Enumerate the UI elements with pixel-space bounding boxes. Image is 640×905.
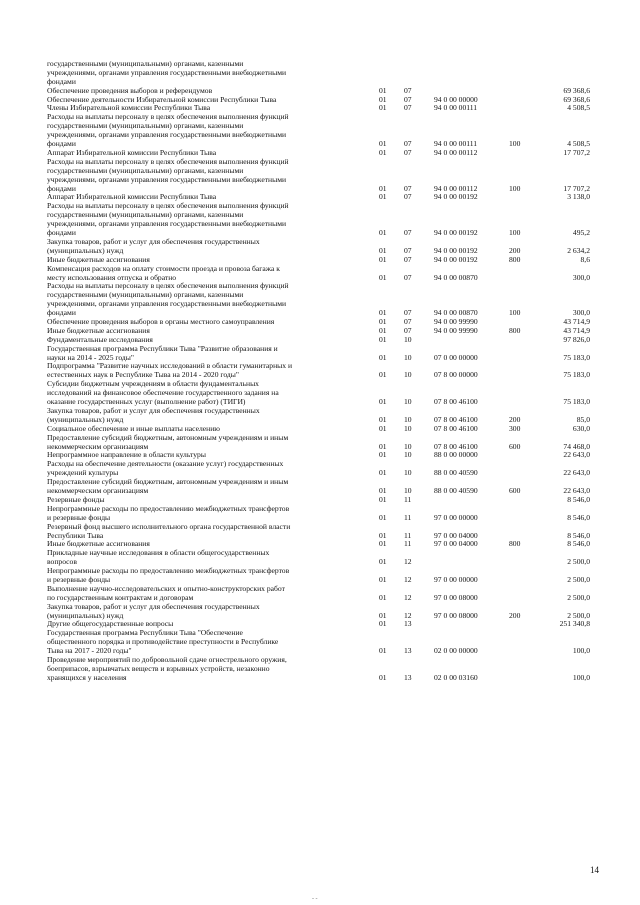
amount-value: 8 546,0 (567, 512, 590, 522)
section-code: 01 (379, 450, 387, 460)
budget-table (0, 60, 640, 683)
description-line: государственными (муниципальными) органами, казенными (47, 121, 244, 131)
section-code: 01 (379, 334, 387, 344)
subsection-code: 10 (404, 352, 412, 362)
description-line: Расходы на обеспечение деятельности (оказание услуг) государственных (47, 459, 284, 469)
section-code: 01 (379, 183, 387, 193)
subsection-code: 07 (404, 317, 412, 326)
table-row (0, 362, 640, 380)
section-code: 01 (379, 423, 387, 433)
subsection-code: 07 (404, 147, 412, 157)
description-line: (муниципальных) нужд (47, 245, 124, 255)
description-line: Расходы на выплаты персоналу в целях обеспечения выполнения функций (47, 281, 289, 291)
section-code: 01 (379, 672, 387, 682)
section-code: 01 (379, 254, 387, 264)
description-line: Обеспечение деятельности Избирательной комиссии Республики Тыва (47, 94, 277, 104)
expense-type-code: 100 (509, 308, 521, 318)
amount-value: 2 634,2 (567, 245, 590, 255)
expense-type-code: 200 (509, 610, 521, 620)
amount-value: 495,2 (572, 228, 590, 238)
subsection-code: 12 (404, 557, 412, 567)
expense-type-code: 600 (509, 441, 521, 451)
description-line: Обеспечение проведения выборов и референдумов (47, 85, 213, 95)
amount-value: 251 340,8 (559, 619, 590, 629)
subsection-code: 13 (404, 646, 412, 656)
amount-value: 43 714,9 (563, 325, 590, 335)
table-row (0, 603, 640, 621)
description-line: некоммерческим организациям (47, 486, 149, 496)
description-line: государственными (муниципальными) органами, казенными (47, 59, 244, 68)
target-article-code: 97 0 00 08000 (434, 592, 478, 602)
subsection-code: 10 (404, 414, 412, 424)
description-line: некоммерческим организациям (47, 441, 149, 451)
subsection-code: 07 (404, 228, 412, 238)
section-code: 01 (379, 308, 387, 318)
table-row (0, 656, 640, 683)
row-description (47, 282, 369, 318)
description-line: государственными (муниципальными) органами, казенными (47, 290, 244, 300)
section-code: 01 (379, 557, 387, 567)
description-line: Тыва на 2017 - 2020 годы" (47, 646, 132, 656)
subsection-code: 12 (404, 574, 412, 584)
description-line: Обеспечение проведения выборов в органы местного самоуправления (47, 317, 275, 326)
section-code: 01 (379, 325, 387, 335)
description-line: Выполнение научно-исследовательских и опытно-конструкторских работ (47, 583, 285, 593)
description-line: Прикладные научные исследования в области общегосударственных (47, 548, 270, 558)
target-article-code: 94 0 00 00111 (434, 103, 478, 113)
table-row (0, 434, 640, 452)
amount-value: 22 643,0 (563, 450, 590, 460)
amount-value: 100,0 (572, 646, 590, 656)
row-description (47, 60, 369, 87)
section-code: 01 (379, 619, 387, 629)
section-code: 01 (379, 486, 387, 496)
table-row (0, 158, 640, 194)
subsection-code: 07 (404, 254, 412, 264)
description-line: Предоставление субсидий бюджетным, автономным учреждениям и иным (47, 477, 289, 487)
amount-value: 3 138,0 (567, 192, 590, 202)
section-code: 01 (379, 574, 387, 584)
amount-value: 2 500,0 (567, 574, 590, 584)
description-line: Фундаментальные исследования (47, 334, 153, 344)
table-row (0, 478, 640, 496)
description-line: (муниципальных) нужд (47, 610, 124, 620)
amount-value: 69 368,6 (563, 85, 590, 95)
section-code: 01 (379, 147, 387, 157)
target-article-code: 97 0 00 04000 (434, 530, 478, 540)
description-line: Закупка товаров, работ и услуг для обеспечения государственных (47, 405, 260, 415)
amount-value: 300,0 (572, 308, 590, 318)
amount-value: 74 468,0 (563, 441, 590, 451)
subsection-code: 07 (404, 103, 412, 113)
section-code: 01 (379, 85, 387, 95)
amount-value: 100,0 (572, 672, 590, 682)
description-line: Компенсация расходов на оплату стоимости проезда и провоза багажа к (47, 263, 280, 273)
description-line: фондами (47, 228, 76, 238)
section-code: 01 (379, 414, 387, 424)
expense-type-code: 300 (509, 423, 521, 433)
footer-mark: - - (312, 896, 318, 902)
section-code: 01 (379, 592, 387, 602)
description-line: общественного порядка и противодействие преступности в Республике (47, 637, 279, 647)
subsection-code: 10 (404, 486, 412, 496)
description-line: науки на 2014 - 2025 годы" (47, 352, 134, 362)
section-code: 01 (379, 494, 387, 504)
amount-value: 75 183,0 (563, 397, 590, 407)
target-article-code: 88 0 00 40590 (434, 468, 478, 478)
table-row (0, 505, 640, 523)
target-article-code: 94 0 00 00000 (434, 94, 478, 104)
description-line: учреждений культуры (47, 468, 119, 478)
target-article-code: 94 0 00 00192 (434, 228, 478, 238)
target-article-code: 07 8 00 46100 (434, 397, 478, 407)
target-article-code: 94 0 00 00870 (434, 308, 478, 318)
amount-value: 2 500,0 (567, 557, 590, 567)
target-article-code: 94 0 00 00192 (434, 192, 478, 202)
amount-value: 630,0 (572, 423, 590, 433)
amount-value: 22 643,0 (563, 468, 590, 478)
description-line: и резервные фонды (47, 512, 111, 522)
description-line: Проведение мероприятий по добровольной сдаче огнестрельного оружия, (47, 655, 287, 665)
row-description (47, 567, 369, 585)
subsection-code: 07 (404, 139, 412, 149)
row-description (47, 603, 369, 621)
row-description (47, 585, 369, 603)
section-code: 01 (379, 139, 387, 149)
section-code: 01 (379, 228, 387, 238)
target-article-code: 94 0 00 00112 (434, 183, 478, 193)
amount-value: 4 508,5 (567, 103, 590, 113)
subsection-code: 12 (404, 610, 412, 620)
section-code: 01 (379, 370, 387, 380)
subsection-code: 07 (404, 85, 412, 95)
target-article-code: 97 0 00 00000 (434, 574, 478, 584)
description-line: оказание государственных услуг (выполнение работ) (ТИГИ) (47, 397, 246, 407)
row-description (47, 158, 369, 194)
target-article-code: 07 8 00 00000 (434, 370, 478, 380)
section-code: 01 (379, 610, 387, 620)
amount-value: 8 546,0 (567, 539, 590, 549)
description-line: (муниципальных) нужд (47, 414, 124, 424)
row-description (47, 656, 369, 683)
table-row (0, 567, 640, 585)
target-article-code: 07 0 00 00000 (434, 352, 478, 362)
description-line: Члены Избирательной комиссии Республики Тыва (47, 103, 211, 113)
amount-value: 85,0 (576, 414, 590, 424)
description-line: Государственная программа Республики Тыва "Обеспечение (47, 628, 243, 638)
subsection-code: 12 (404, 592, 412, 602)
amount-value: 2 500,0 (567, 610, 590, 620)
description-line: Республики Тыва (47, 530, 104, 540)
section-code: 01 (379, 646, 387, 656)
expense-type-code: 200 (509, 414, 521, 424)
description-line: Подпрограмма "Развитие научных исследований в области гуманитарных и (47, 361, 293, 371)
row-description (47, 113, 369, 149)
subsection-code: 07 (404, 325, 412, 335)
section-code: 01 (379, 441, 387, 451)
description-line: Непрограммное направление в области культуры (47, 450, 206, 460)
description-line: месту использования отпуска и обратно (47, 272, 177, 282)
section-code: 01 (379, 539, 387, 549)
description-line: Государственная программа Республики Тыва "Развитие образования и (47, 343, 278, 353)
section-code: 01 (379, 530, 387, 540)
section-code: 01 (379, 352, 387, 362)
section-code: 01 (379, 192, 387, 202)
target-article-code: 07 8 00 46100 (434, 423, 478, 433)
row-description (47, 238, 369, 256)
table-row (0, 629, 640, 656)
amount-value: 4 508,5 (567, 139, 590, 149)
description-line: Расходы на выплаты персоналу в целях обеспечения выполнения функций (47, 201, 289, 211)
description-line: Аппарат Избирательной комиссии Республики Тыва (47, 192, 217, 202)
description-line: Закупка товаров, работ и услуг для обеспечения государственных (47, 601, 260, 611)
amount-value: 17 707,2 (563, 147, 590, 157)
description-line: Резервные фонды (47, 494, 105, 504)
table-row (0, 60, 640, 87)
amount-value: 75 183,0 (563, 352, 590, 362)
row-description (47, 523, 369, 541)
target-article-code: 97 0 00 08000 (434, 610, 478, 620)
description-line: Аппарат Избирательной комиссии Республики Тыва (47, 147, 217, 157)
section-code: 01 (379, 397, 387, 407)
row-description (47, 505, 369, 523)
target-article-code: 97 0 00 00000 (434, 512, 478, 522)
amount-value: 97 826,0 (563, 334, 590, 344)
amount-value: 2 500,0 (567, 592, 590, 602)
description-line: Резервный фонд высшего исполнительного органа государственной власти (47, 521, 291, 531)
section-code: 01 (379, 317, 387, 326)
subsection-code: 10 (404, 441, 412, 451)
table-row (0, 345, 640, 363)
amount-value: 43 714,9 (563, 317, 590, 326)
description-line: учреждениями, органами управления государственными внебюджетными (47, 174, 287, 184)
description-line: исследований на финансовое обеспечение государственного задания на (47, 388, 279, 398)
description-line: хранящихся у населения (47, 672, 127, 682)
amount-value: 8,6 (580, 254, 590, 264)
subsection-code: 10 (404, 423, 412, 433)
subsection-code: 07 (404, 183, 412, 193)
target-article-code: 88 0 00 40590 (434, 486, 478, 496)
description-line: фондами (47, 183, 76, 193)
amount-value: 8 546,0 (567, 494, 590, 504)
subsection-code: 07 (404, 308, 412, 318)
row-description (47, 345, 369, 363)
description-line: учреждениями, органами управления государственными внебюджетными (47, 219, 287, 229)
target-article-code: 88 0 00 00000 (434, 450, 478, 460)
description-line: фондами (47, 308, 76, 318)
description-line: Непрограммные расходы по предоставлению межбюджетных трансфертов (47, 503, 290, 513)
target-article-code: 94 0 00 00111 (434, 139, 478, 149)
target-article-code: 97 0 00 04000 (434, 539, 478, 549)
subsection-code: 07 (404, 94, 412, 104)
table-row (0, 585, 640, 603)
amount-value: 69 368,6 (563, 94, 590, 104)
target-article-code: 94 0 00 99990 (434, 325, 478, 335)
table-row (0, 265, 640, 283)
table-row (0, 238, 640, 256)
target-article-code: 02 0 00 00000 (434, 646, 478, 656)
description-line: и резервные фонды (47, 575, 111, 584)
target-article-code: 94 0 00 00192 (434, 245, 478, 255)
description-line: Социальное обеспечение и иные выплаты населению (47, 423, 220, 433)
table-row (0, 380, 640, 407)
section-code: 01 (379, 272, 387, 282)
section-code: 01 (379, 245, 387, 255)
target-article-code: 07 8 00 46100 (434, 414, 478, 424)
subsection-code: 07 (404, 272, 412, 282)
table-row (0, 460, 640, 478)
subsection-code: 13 (404, 619, 412, 629)
section-code: 01 (379, 512, 387, 522)
table-row (0, 282, 640, 318)
description-line: Расходы на выплаты персоналу в целях обеспечения выполнения функций (47, 156, 289, 166)
description-line: Иные бюджетные ассигнования (47, 254, 150, 264)
expense-type-code: 100 (509, 183, 521, 193)
description-line: фондами (47, 76, 76, 86)
description-line: по государственным контрактам и договорам (47, 592, 194, 602)
row-description (47, 265, 369, 283)
subsection-code: 11 (404, 494, 412, 504)
row-description (47, 380, 369, 407)
target-article-code: 94 0 00 00112 (434, 147, 478, 157)
description-line: Иные бюджетные ассигнования (47, 325, 150, 335)
row-description (47, 549, 369, 567)
target-article-code: 94 0 00 99990 (434, 317, 478, 326)
subsection-code: 11 (404, 530, 412, 540)
target-article-code: 94 0 00 00870 (434, 272, 478, 282)
target-article-code: 02 0 00 03160 (434, 672, 478, 682)
row-description (47, 629, 369, 656)
target-article-code: 07 8 00 46100 (434, 441, 478, 451)
description-line: государственными (муниципальными) органами, казенными (47, 165, 244, 175)
subsection-code: 11 (404, 539, 412, 549)
subsection-code: 13 (404, 672, 412, 682)
description-line: учреждениями, органами управления государственными внебюджетными (47, 67, 287, 77)
row-description (47, 407, 369, 425)
description-line: боеприпасов, взрывчатых веществ и взрывных устройств, незаконно (47, 663, 270, 673)
amount-value: 75 183,0 (563, 370, 590, 380)
expense-type-code: 800 (509, 254, 521, 264)
amount-value: 300,0 (572, 272, 590, 282)
description-line: фондами (47, 139, 76, 149)
description-line: Непрограммные расходы по предоставлению межбюджетных трансфертов (47, 566, 290, 576)
page-number: 14 (590, 865, 599, 875)
description-line: Другие общегосударственные вопросы (47, 619, 174, 629)
target-article-code: 94 0 00 00192 (434, 254, 478, 264)
subsection-code: 11 (404, 512, 412, 522)
subsection-code: 10 (404, 397, 412, 407)
description-line: Закупка товаров, работ и услуг для обеспечения государственных (47, 236, 260, 246)
subsection-code: 10 (404, 450, 412, 460)
description-line: естественных наук в Республике Тыва на 2014 - 2020 годы" (47, 370, 239, 380)
expense-type-code: 200 (509, 245, 521, 255)
amount-value: 17 707,2 (563, 183, 590, 193)
description-line: Предоставление субсидий бюджетным, автономным учреждениям и иным (47, 432, 289, 442)
row-description (47, 434, 369, 452)
table-row (0, 549, 640, 567)
table-row (0, 113, 640, 149)
row-description (47, 478, 369, 496)
section-code: 01 (379, 103, 387, 113)
row-description (47, 362, 369, 380)
row-description (47, 460, 369, 478)
description-line: учреждениями, органами управления государственными внебюджетными (47, 130, 287, 140)
table-row (0, 407, 640, 425)
description-line: Расходы на выплаты персоналу в целях обеспечения выполнения функций (47, 112, 289, 122)
expense-type-code: 600 (509, 486, 521, 496)
expense-type-code: 800 (509, 325, 521, 335)
description-line: вопросов (47, 557, 77, 567)
expense-type-code: 800 (509, 539, 521, 549)
subsection-code: 07 (404, 245, 412, 255)
row-description (47, 202, 369, 238)
amount-value: 22 643,0 (563, 486, 590, 496)
subsection-code: 10 (404, 468, 412, 478)
table-row (0, 523, 640, 541)
description-line: Субсидии бюджетным учреждениям в области фундаментальных (47, 379, 259, 389)
subsection-code: 10 (404, 334, 412, 344)
amount-value: 8 546,0 (567, 530, 590, 540)
subsection-code: 10 (404, 370, 412, 380)
description-line: Иные бюджетные ассигнования (47, 539, 150, 549)
expense-type-code: 100 (509, 228, 521, 238)
table-row (0, 202, 640, 238)
expense-type-code: 100 (509, 139, 521, 149)
description-line: государственными (муниципальными) органами, казенными (47, 210, 244, 220)
description-line: учреждениями, органами управления государственными внебюджетными (47, 299, 287, 309)
section-code: 01 (379, 94, 387, 104)
subsection-code: 07 (404, 192, 412, 202)
section-code: 01 (379, 468, 387, 478)
